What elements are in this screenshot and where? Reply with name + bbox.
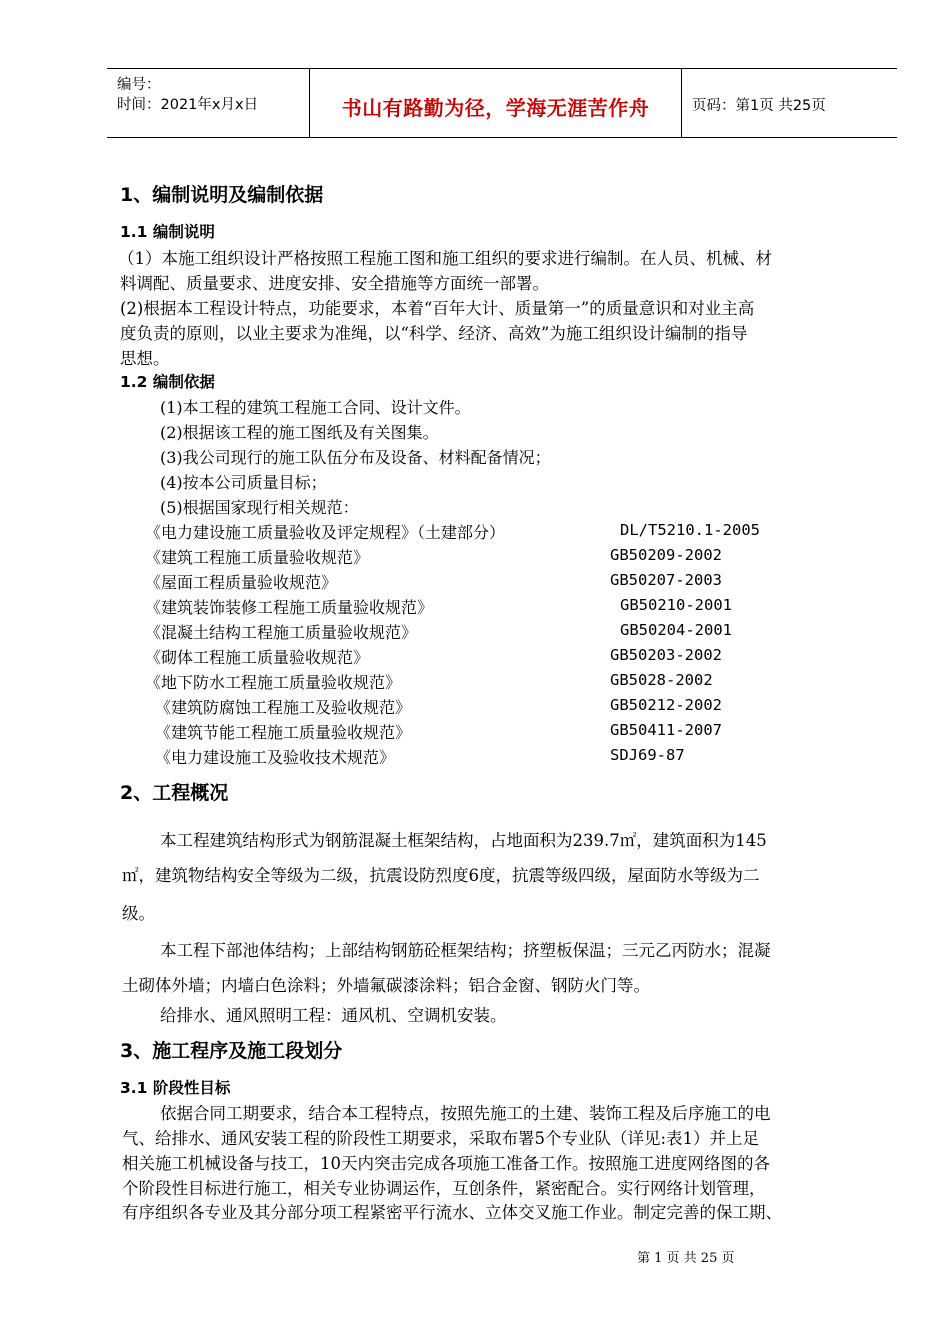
paragraph-line: 级。 <box>122 904 155 923</box>
standard-name: 《电力建设施工质量验收及评定规程》（土建部分） <box>145 523 506 542</box>
header-page-cell <box>682 69 897 137</box>
standard-code: GB50204-2001 <box>620 621 732 639</box>
paragraph-line: 本工程下部池体结构；上部结构钢筋砼框架结构；挤塑板保温；三元乙丙防水；混凝 <box>160 941 771 960</box>
standard-code: GB50209-2002 <box>610 546 722 564</box>
standard-name: 《混凝土结构工程施工质量验收规范》 <box>145 623 418 642</box>
paragraph-line: 相关施工机械设备与技工，10天内突击完成各项施工准备工作。按照施工进度网络图的各 <box>122 1154 770 1173</box>
standard-code: DL/T5210.1-2005 <box>620 521 760 539</box>
basis-item: (1)本工程的建筑工程施工合同、设计文件。 <box>160 398 471 417</box>
basis-item: (5)根据国家现行相关规范： <box>160 498 359 517</box>
section-1-2-title: 1.2 编制依据 <box>120 373 215 391</box>
page-header <box>107 68 897 138</box>
basis-item: (4)按本公司质量目标； <box>160 473 327 492</box>
section-1-1-title: 1.1 编制说明 <box>120 223 215 241</box>
standard-name: 《电力建设施工及验收技术规范》 <box>155 748 396 767</box>
paragraph-line: 气、给排水、通风安装工程的阶段性工期要求，采取布署5个专业队（详见:表1）并上足 <box>122 1129 760 1148</box>
standard-name: 《砌体工程施工质量验收规范》 <box>145 648 370 667</box>
page-footer: 第 1 页 共 25 页 <box>637 1251 735 1266</box>
section-2-title: 2、工程概况 <box>120 782 229 804</box>
standard-name: 《建筑节能工程施工质量验收规范》 <box>155 723 412 742</box>
standard-name: 《建筑工程施工质量验收规范》 <box>145 548 370 567</box>
paragraph-line: 给排水、通风照明工程：通风机、空调机安装。 <box>160 1006 507 1025</box>
basis-item: (2)根据该工程的施工图纸及有关图集。 <box>160 423 439 442</box>
standard-code: SDJ69-87 <box>610 746 685 764</box>
paragraph-line: 土砌体外墙；内墙白色涂料；外墙氟碳漆涂料；铝合金窗、钢防火门等。 <box>122 976 650 995</box>
paragraph-line: ㎡，建筑物结构安全等级为二级，抗震设防烈度6度，抗震等级四级，屋面防水等级为二 <box>122 866 760 885</box>
paragraph-line: 思想。 <box>120 349 170 368</box>
standard-code: GB50411-2007 <box>610 721 722 739</box>
standard-name: 《屋面工程质量验收规范》 <box>145 573 338 592</box>
standard-code: GB5028-2002 <box>610 671 713 689</box>
section-1-title: 1、编制说明及编制依据 <box>120 184 324 206</box>
paragraph-line: 料调配、质量要求、进度安排、安全措施等方面统一部署。 <box>120 274 549 293</box>
document-time-label: 时间：2021年x月x日 <box>117 97 259 113</box>
header-page-number: 页码：第1页 共25页 <box>692 98 826 114</box>
standard-name: 《地下防水工程施工质量验收规范》 <box>145 673 402 692</box>
standard-code: GB50212-2002 <box>610 696 722 714</box>
standard-code: GB50207-2003 <box>610 571 722 589</box>
basis-item: (3)我公司现行的施工队伍分布及设备、材料配备情况； <box>160 448 551 467</box>
paragraph-line: （1）本施工组织设计严格按照工程施工图和施工组织的要求进行编制。在人员、机械、材 <box>118 249 772 268</box>
header-meta-cell <box>107 69 310 137</box>
document-number-label: 编号： <box>117 77 161 93</box>
paragraph-line: 度负责的原则，以业主要求为准绳，以“科学、经济、高效”为施工组织设计编制的指导 <box>120 324 748 343</box>
paragraph-line: 本工程建筑结构形式为钢筋混凝土框架结构，占地面积为239.7㎡，建筑面积为145 <box>160 831 767 850</box>
standard-name: 《建筑装饰装修工程施工质量验收规范》 <box>145 598 434 617</box>
paragraph-line: 有序组织各专业及其分部分项工程紧密平行流水、立体交叉施工作业。制定完善的保工期、 <box>122 1203 782 1222</box>
standard-name: 《建筑防腐蚀工程施工及验收规范》 <box>155 698 412 717</box>
section-3-title: 3、施工程序及施工段划分 <box>120 1040 343 1062</box>
header-motto-cell <box>310 69 682 137</box>
header-motto: 书山有路勤为径，学海无涯苦作舟 <box>341 96 650 120</box>
standard-code: GB50203-2002 <box>610 646 722 664</box>
paragraph-line: (2)根据本工程设计特点，功能要求，本着“百年大计、质量第一”的质量意识和对业主高 <box>120 299 755 318</box>
standard-code: GB50210-2001 <box>620 596 732 614</box>
paragraph-line: 个阶段性目标进行施工，相关专业协调运作，互创条件，紧密配合。实行网络计划管理， <box>122 1179 766 1198</box>
paragraph-line: 依据合同工期要求，结合本工程特点，按照先施工的土建、装饰工程及后序施工的电 <box>160 1104 771 1123</box>
section-3-1-title: 3.1 阶段性目标 <box>120 1079 231 1097</box>
